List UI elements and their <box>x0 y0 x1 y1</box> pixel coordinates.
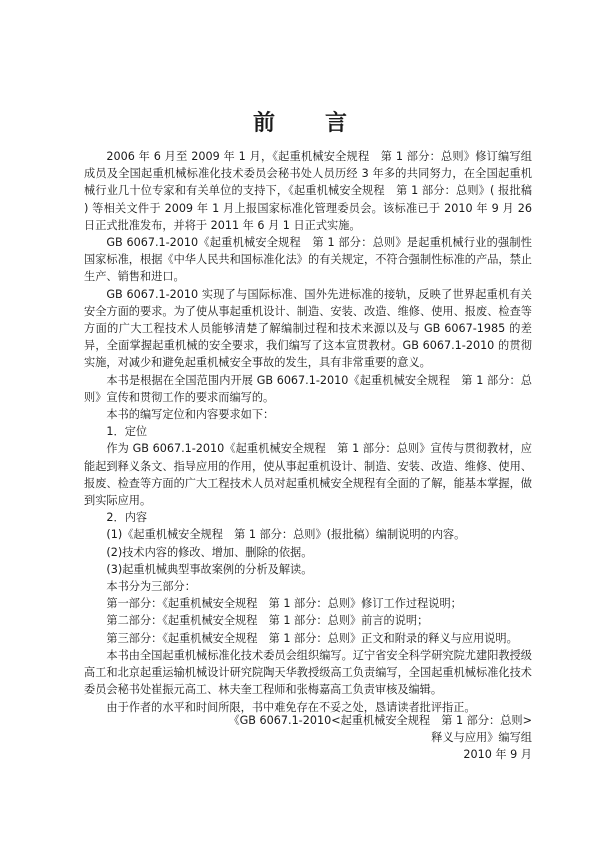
paragraph-positioning: 作为 GB 6067.1-2010《起重机械安全规程 第 1 部分：总则》宣传与贯彻教材，应能起到释义条文、指导应用的作用，使从事起重机设计、制造、安装、改造、维修、使用、报废、检查等方面的广大工程技术人员对起重机械安全规程有全面的了解，能基本掌握，做到实际应用。 <box>84 442 532 508</box>
preface-body <box>84 148 532 716</box>
paragraph-standard-nature: GB 6067.1-2010《起重机械安全规程 第 1 部分：总则》是起重机械行业的强制性国家标准，根据《中华人民共和国标准化法》的有关规定，不符合强制性标准的产品，禁止生产、销售和进口。 <box>84 236 532 284</box>
list-item-part-3: 第三部分：《起重机械安全规程 第 1 部分：总则》正文和附录的释义与应用说明。 <box>106 631 518 645</box>
list-item-content-3: (3)起重机械典型事故案例的分析及解读。 <box>106 562 313 576</box>
paragraph-apology: 由于作者的水平和时间所限，书中难免存在不妥之处，恳请读者批评指正。 <box>106 700 476 714</box>
heading-content: 2．内容 <box>106 511 148 525</box>
paragraph-basis: 本书是根据在全国范围内开展 GB 6067.1-2010《起重机械安全规程 第 1 部分：总则》宣传和贯彻工作的要求而编写的。 <box>84 373 532 404</box>
paragraph-authors: 本书由全国起重机械标准化技术委员会组织编写。辽宁省安全科学研究院尤建阳教授级高工和北京起重运输机械设计研究院陶天华教授级高工负责编写，全国起重机械标准化技术委员会秘书处崔振元高工、林夫奎工程师和张梅嘉高工负责审核及编辑。 <box>84 648 532 697</box>
paragraph-parts-intro: 本书分为三部分： <box>106 580 196 594</box>
page-title: 前 言 <box>252 110 361 136</box>
paragraph-intro: 2006 年 6 月至 2009 年 1 月，《起重机械安全规程 第 1 部分：总则》修订编写组成员及全国起重机械标准化技术委员会秘书处人员历经 3 年多的共同努力，在全国起重机械行业几十位专家和有关单位的支持下，《起重机械安全规程 第 1 部分：总则》( 报批稿 ) 等相关文件于 2009 年 1 月上报国家标准化管理委员会。该标准已于 2010 年 9 月 26 日正式批准发布，并将于 2011 年 6 月 1 日正式实施。 <box>84 150 532 232</box>
list-item-content-2: (2)技术内容的修改、增加、删除的依据。 <box>106 545 313 559</box>
paragraph-requirements-intro: 本书的编写定位和内容要求如下： <box>106 408 275 422</box>
paragraph-purpose: GB 6067.1-2010 实现了与国际标准、国外先进标准的接轨，反映了世界起重机有关安全方面的要求。为了使从事起重机设计、制造、安装、改造、维修、使用、报废、检查等方面的广大工程技术人员能够清楚了解编制过程和技术来源以及与 GB 6067-1985 的差异，全面掌握起重机械的安全要求，我们编写了这本宣贯教材。GB 6067.1-2010 的贯彻实施，对减少和避免起重机械安全事故的发生，具有非常重要的意义。 <box>84 287 532 370</box>
list-item-content-1: (1)《起重机械安全规程 第 1 部分：总则》(报批稿）编制说明的内容。 <box>106 528 466 542</box>
signature-line-2: 释义与应用》编写组 <box>431 731 532 744</box>
list-item-part-1: 第一部分：《起重机械安全规程 第 1 部分：总则》修订工作过程说明； <box>106 597 462 611</box>
heading-positioning: 1．定位 <box>106 425 148 439</box>
signature-date: 2010 年 9 月 <box>463 748 532 761</box>
signature-line-1: 《GB 6067.1-2010<起重机械安全规程 第 1 部分：总则> <box>228 714 532 727</box>
list-item-part-2: 第二部分：《起重机械安全规程 第 1 部分：总则》前言的说明； <box>106 614 429 628</box>
